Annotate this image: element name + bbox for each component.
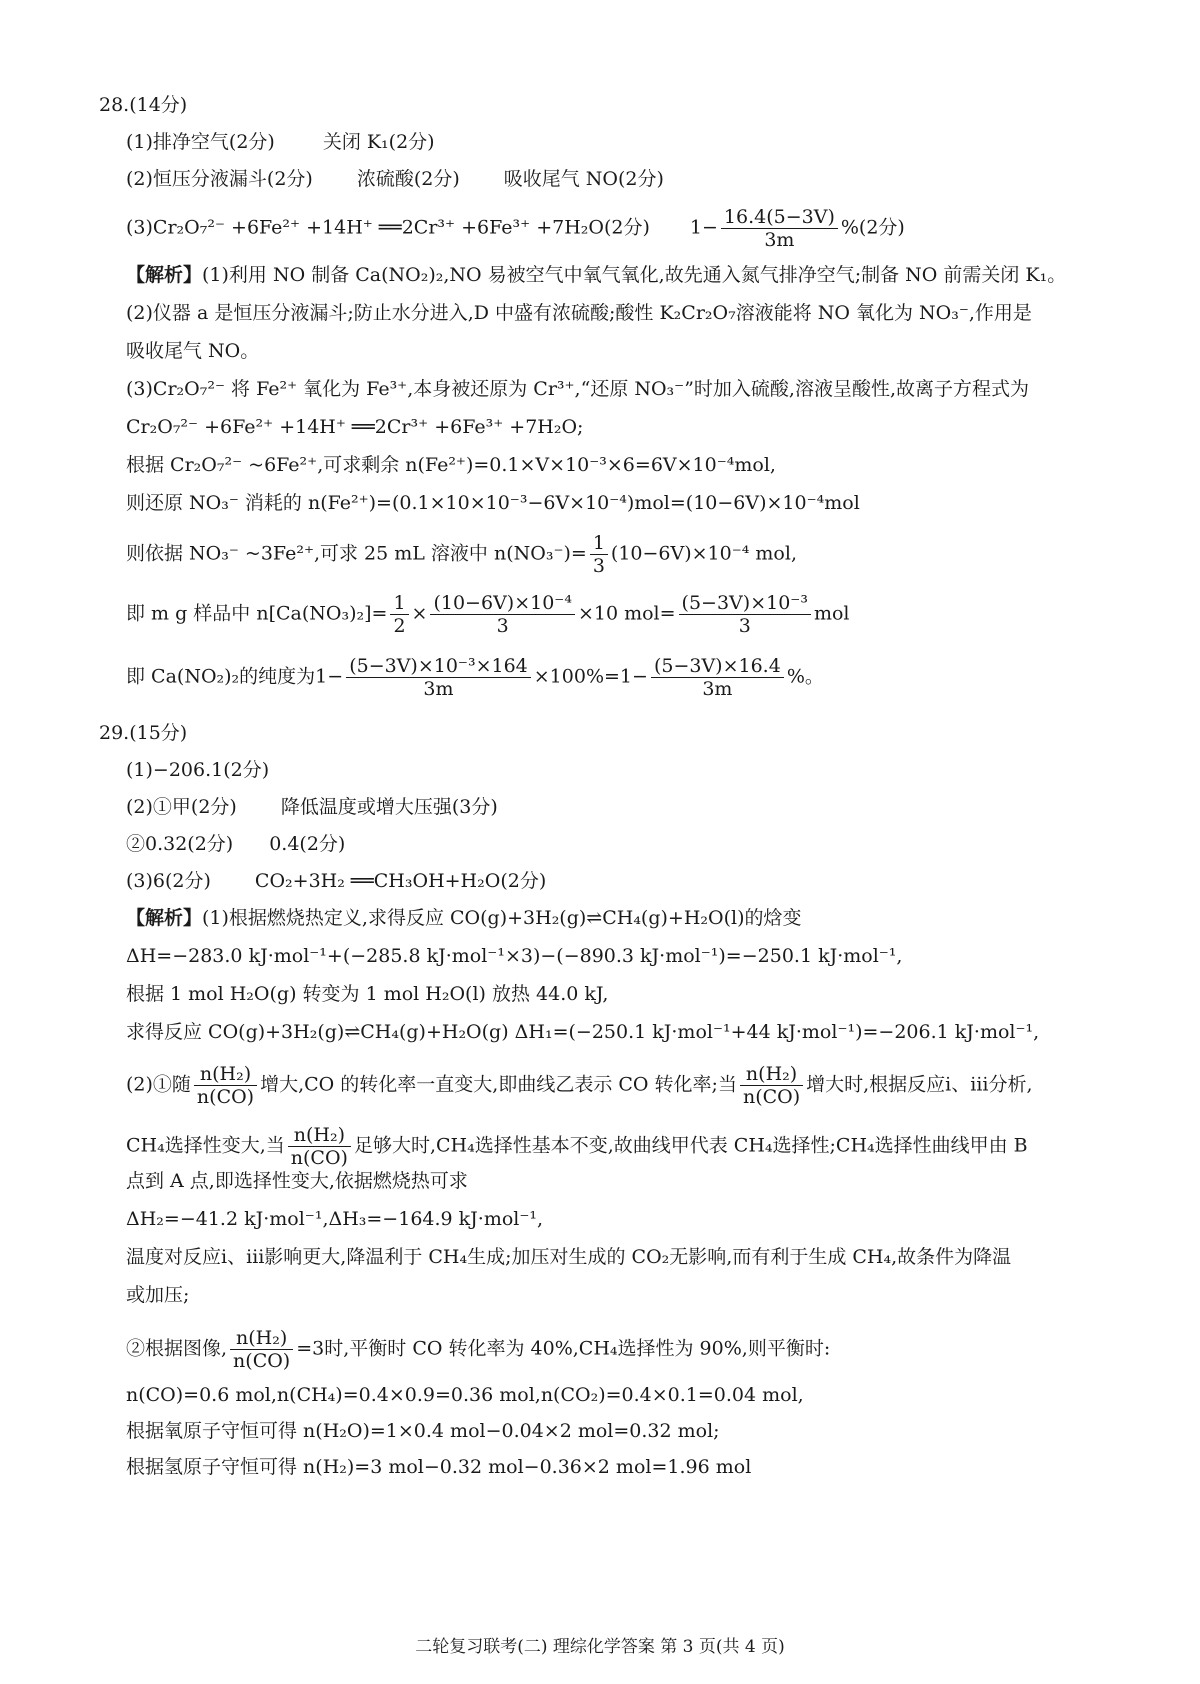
q28-jiexi-line-4: (3)Cr₂O₇²⁻ 将 Fe²⁺ 氧化为 Fe³⁺,本身被还原为 Cr³⁺,“还原 NO₃⁻”时加入硫酸,溶液呈酸性,故离子方程式为	[126, 378, 1029, 400]
fraction-denominator: 3	[496, 615, 509, 637]
q28-jiexi-line-6: 根据 Cr₂O₇²⁻ ~6Fe²⁺,可求剩余 n(Fe²⁺)=0.1×V×10⁻³×6=6V×10⁻⁴mol,	[126, 454, 776, 476]
q29-answer-2b: 降低温度或增大压强(3分)	[280, 796, 498, 818]
q29-jiexi-line-4: 求得反应 CO(g)+3H₂(g)⇌CH₄(g)+H₂O(g) ΔH₁=(−250.1 kJ·mol⁻¹+44 kJ·mol⁻¹)=−206.1 kJ·mol⁻¹,	[126, 1021, 1040, 1043]
fraction-denominator: 3m	[423, 678, 454, 700]
q28-jiexi-line-7: 则还原 NO₃⁻ 消耗的 n(Fe²⁺)=(0.1×10×10⁻³−6V×10⁻⁴)mol=(10−6V)×10⁻⁴mol	[126, 492, 860, 514]
q29-answer-2d: 0.4(2分)	[269, 833, 346, 855]
q28-jiexi-9-pre: 即 m g 样品中 n[Ca(NO₃)₂]=	[126, 602, 388, 625]
q28-jiexi-8-post: (10−6V)×10⁻⁴ mol,	[610, 542, 797, 565]
q29-jiexi-line-8: ΔH₂=−41.2 kJ·mol⁻¹,ΔH₃=−164.9 kJ·mol⁻¹,	[126, 1208, 544, 1230]
q28-answer-2c: 吸收尾气 NO(2分)	[503, 168, 664, 190]
q29-jiexi-line-10: 或加压;	[126, 1284, 190, 1306]
q29-answer-3b: CO₂+3H₂ ══CH₃OH+H₂O(2分)	[254, 870, 547, 892]
fraction-numerator: n(H₂)	[230, 1327, 293, 1350]
q28-jiexi-10-fraction-1	[346, 655, 531, 700]
q28-answer-1a: (1)排净空气(2分)	[126, 131, 275, 153]
q29-answer-3	[126, 868, 546, 894]
q28-answer-2b: 浓硫酸(2分)	[356, 168, 460, 190]
q28-header: 28.(14分)	[99, 94, 188, 116]
fraction-denominator: n(CO)	[290, 1147, 348, 1169]
q29-jiexi-line-7: 点到 A 点,即选择性变大,依据燃烧热可求	[126, 1170, 468, 1192]
ratio-fraction	[230, 1327, 293, 1372]
q28-jiexi-line-3: 吸收尾气 NO。	[126, 340, 260, 362]
q28-answer-3-equation: (3)Cr₂O₇²⁻ +6Fe²⁺ +14H⁺ ══2Cr³⁺ +6Fe³⁺ +7H₂O(2分)	[126, 216, 650, 239]
q29-answer-2c: ②0.32(2分)	[126, 833, 234, 855]
q29-header: 29.(15分)	[99, 722, 188, 744]
q28-answer-1	[126, 129, 435, 155]
q29-answer-2	[126, 794, 498, 820]
q29-jiexi-6-pre: CH₄选择性变大,当	[126, 1134, 285, 1157]
page-footer: 二轮复习联考(二) 理综化学答案 第 3 页(共 4 页)	[415, 1637, 785, 1657]
fraction-denominator: 3m	[702, 678, 733, 700]
q29-jiexi-11-pre: ②根据图像,	[126, 1337, 228, 1360]
q28-jiexi-line-5: Cr₂O₇²⁻ +6Fe²⁺ +14H⁺ ══2Cr³⁺ +6Fe³⁺ +7H₂O;	[126, 416, 584, 438]
q29-jiexi-line-9: 温度对反应ⅰ、ⅲ影响更大,降温利于 CH₄生成;加压对生成的 CO₂无影响,而有利于生成 CH₄,故条件为降温	[126, 1246, 1012, 1268]
q28-jiexi-9-fraction-3	[679, 592, 811, 637]
q29-jiexi-5-mid: 增大,CO 的转化率一直变大,即曲线乙表示 CO 转化率;当	[260, 1073, 737, 1096]
fraction-numerator: n(H₂)	[740, 1063, 803, 1086]
fraction-numerator: 1	[590, 532, 608, 555]
q28-jiexi-8-pre: 则依据 NO₃⁻ ~3Fe²⁺,可求 25 mL 溶液中 n(NO₃⁻)=	[126, 542, 587, 565]
q28-answer-3-post: %(2分)	[840, 216, 905, 239]
q28-jiexi-9-fraction-2	[430, 592, 574, 637]
q29-jiexi-6-post: 足够大时,CH₄选择性基本不变,故曲线甲代表 CH₄选择性;CH₄选择性曲线甲由 B	[353, 1134, 1028, 1157]
q29-jiexi-line-6	[126, 1124, 1028, 1169]
q28-answer-3	[126, 206, 905, 251]
q28-answer-2a: (2)恒压分液漏斗(2分)	[126, 168, 313, 190]
q28-jiexi-10-post: %。	[786, 665, 824, 688]
fraction-numerator: 16.4(5−3V)	[721, 206, 838, 229]
jiexi-label: 【解析】	[126, 264, 203, 286]
q28-jiexi-line-10	[126, 655, 824, 700]
fraction-numerator: (10−6V)×10⁻⁴	[430, 592, 574, 615]
fraction-denominator: 2	[393, 615, 406, 637]
q28-jiexi-9-mid-2: ×10 mol=	[577, 602, 676, 625]
q29-jiexi-line-13: 根据氧原子守恒可得 n(H₂O)=1×0.4 mol−0.04×2 mol=0.32 mol;	[126, 1420, 720, 1442]
q29-answer-2a: (2)①甲(2分)	[126, 796, 237, 818]
fraction-numerator: n(H₂)	[288, 1124, 351, 1147]
q28-jiexi-line-8	[126, 532, 797, 577]
fraction-numerator: n(H₂)	[194, 1063, 257, 1086]
q28-answer-3-fraction	[721, 206, 838, 251]
fraction-denominator: 3	[738, 615, 751, 637]
q29-jiexi-text-1: (1)根据燃烧热定义,求得反应 CO(g)+3H₂(g)⇌CH₄(g)+H₂O(l)的焓变	[202, 907, 802, 929]
q28-answer-2	[126, 166, 664, 192]
q28-jiexi-9-mid-1: ×	[411, 602, 428, 625]
q28-jiexi-line-2: (2)仪器 a 是恒压分液漏斗;防止水分进入,D 中盛有浓硫酸;酸性 K₂Cr₂O₇溶液能将 NO 氧化为 NO₃⁻,作用是	[126, 302, 1032, 324]
q29-answer-1: (1)−206.1(2分)	[126, 759, 270, 781]
ratio-fraction	[740, 1063, 803, 1108]
q28-answer-3-pre: 1−	[689, 216, 718, 239]
ratio-fraction	[194, 1063, 257, 1108]
q28-jiexi-10-fraction-2	[651, 655, 784, 700]
fraction-denominator: n(CO)	[196, 1086, 255, 1108]
q29-jiexi-line-12: n(CO)=0.6 mol,n(CH₄)=0.4×0.9=0.36 mol,n(CO₂)=0.4×0.1=0.04 mol,	[126, 1384, 804, 1406]
fraction-numerator: (5−3V)×10⁻³×164	[346, 655, 531, 678]
q29-jiexi-line-5	[126, 1063, 1033, 1108]
q28-jiexi-line-1	[126, 262, 1066, 288]
fraction-denominator: n(CO)	[233, 1350, 291, 1372]
q29-jiexi-line-1	[126, 905, 802, 931]
q29-answer-3a: (3)6(2分)	[126, 870, 211, 892]
fraction-denominator: n(CO)	[742, 1086, 801, 1108]
ratio-fraction	[288, 1124, 351, 1169]
q28-jiexi-9-post: mol	[813, 602, 850, 625]
fraction-numerator: (5−3V)×16.4	[651, 655, 784, 678]
jiexi-label: 【解析】	[126, 907, 203, 929]
q29-jiexi-line-3: 根据 1 mol H₂O(g) 转变为 1 mol H₂O(l) 放热 44.0 kJ,	[126, 983, 609, 1005]
fraction-denominator: 3	[592, 555, 605, 577]
q29-jiexi-line-11	[126, 1327, 830, 1372]
q29-jiexi-line-14: 根据氢原子守恒可得 n(H₂)=3 mol−0.32 mol−0.36×2 mol=1.96 mol	[126, 1456, 752, 1478]
q29-jiexi-5-post: 增大时,根据反应ⅰ、ⅲ分析,	[806, 1073, 1033, 1096]
q29-answer-2-part2	[126, 831, 345, 857]
fraction-denominator: 3m	[764, 229, 795, 251]
q29-jiexi-5-pre: (2)①随	[126, 1073, 191, 1096]
q28-jiexi-8-fraction	[590, 532, 608, 577]
q28-jiexi-text-1: (1)利用 NO 制备 Ca(NO₂)₂,NO 易被空气中氧气氧化,故先通入氮气排净空气;制备 NO 前需关闭 K₁。	[202, 264, 1067, 286]
q28-jiexi-9-fraction-1	[390, 592, 408, 637]
fraction-numerator: 1	[390, 592, 408, 615]
fraction-numerator: (5−3V)×10⁻³	[679, 592, 811, 615]
q28-jiexi-10-mid: ×100%=1−	[533, 665, 648, 688]
q29-jiexi-line-2: ΔH=−283.0 kJ·mol⁻¹+(−285.8 kJ·mol⁻¹×3)−(−890.3 kJ·mol⁻¹)=−250.1 kJ·mol⁻¹,	[126, 945, 903, 967]
q28-jiexi-10-pre: 即 Ca(NO₂)₂的纯度为1−	[126, 665, 344, 688]
q28-jiexi-line-9	[126, 592, 849, 637]
q29-jiexi-11-post: =3时,平衡时 CO 转化率为 40%,CH₄选择性为 90%,则平衡时:	[296, 1337, 831, 1360]
q28-answer-1b: 关闭 K₁(2分)	[322, 131, 435, 153]
